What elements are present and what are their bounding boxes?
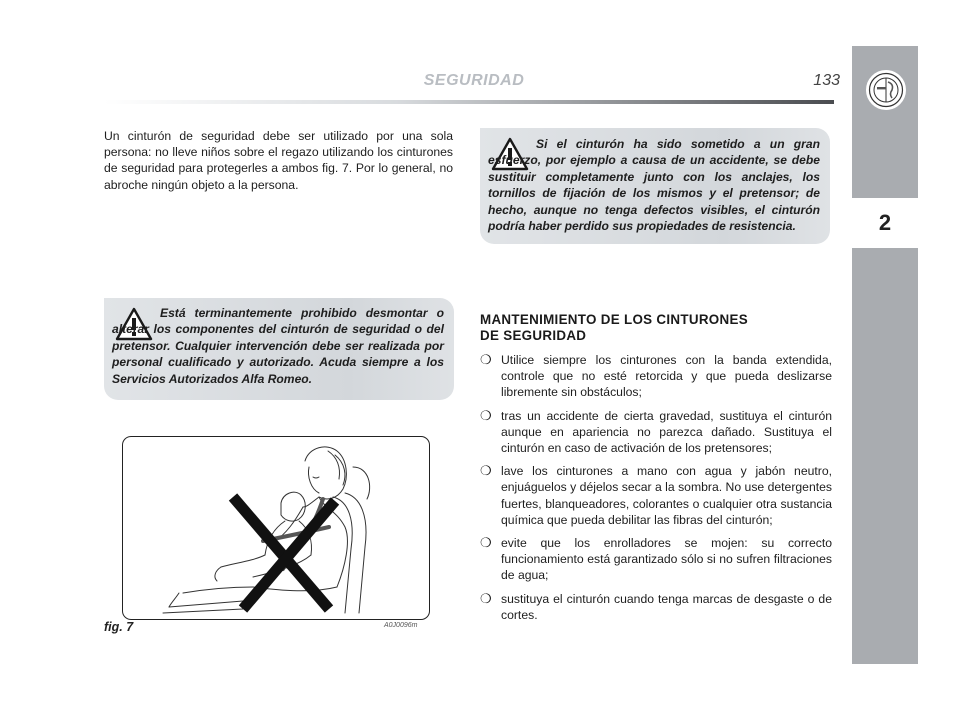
maintenance-list (480, 352, 832, 630)
warning-box-right (480, 128, 830, 244)
warning-left-text: Está terminantemente prohibido desmontar o alterar los componentes del cinturón de seguridad o del pretensor. Cualquier intervención debe ser realizada por personal cualificado y autorizado. Acuda siempre a los Servicios Autorizados Alfa Romeo. (112, 306, 444, 386)
list-item-text: Utilice siempre los cinturones con la banda extendida, controle que no esté retorcida y que pueda deslizarse libremente sin obstáculos; (501, 353, 832, 400)
list-item-text: lave los cinturones a mano con agua y jabón neutro, enjuáguelos y déjelos secar a la sombra. No use detergentes fuertes, blanqueadores, colorantes o cualquier otra sustancia química que pueda debilitar las fibras del cinturón; (501, 464, 832, 527)
list-item-text: tras un accidente de cierta gravedad, sustituya el cinturón aunque en apariencia no parezca dañado. Sustituya el cinturón en caso de activación de los pretensores; (501, 408, 832, 456)
warning-box-left (104, 298, 454, 400)
chapter-tab[interactable]: 2 (852, 200, 918, 246)
sidebar-top-block (852, 46, 918, 198)
list-item (480, 591, 832, 623)
figure-7 (122, 436, 430, 620)
list-item (480, 408, 832, 457)
list-item (480, 535, 832, 584)
maintenance-title-line1: MANTENIMIENTO DE LOS CINTURONES (480, 312, 748, 327)
maintenance-title (480, 312, 820, 344)
maintenance-title-line2: DE SEGURIDAD (480, 328, 587, 343)
alfa-romeo-logo-icon (866, 70, 906, 110)
bullet-icon: ❍ (480, 590, 492, 606)
bullet-icon: ❍ (480, 407, 492, 423)
figure-label: fig. 7 (104, 620, 134, 634)
intro-paragraph: Un cinturón de seguridad debe ser utilizado por una sola persona: no lleve niños sobre el regazo utilizando los cinturones de seguridad para protegerles a ambos fig. 7. Por lo general, no abroche ningún objeto a la persona. (104, 129, 453, 192)
sidebar-bottom-block (852, 248, 918, 664)
seatbelt-illustration (123, 437, 429, 619)
bullet-icon: ❍ (480, 535, 492, 551)
list-item-text: evite que los enrolladores se mojen: su correcto funcionamiento está garantizado sólo si no sufren filtraciones de agua; (501, 536, 832, 583)
list-item (480, 352, 832, 401)
bullet-icon: ❍ (480, 463, 492, 479)
bullet-icon: ❍ (480, 352, 492, 367)
page-number: 133 (813, 72, 840, 89)
list-item (480, 463, 832, 528)
list-item-text: sustituya el cinturón cuando tenga marcas de desgaste o de cortes. (501, 591, 832, 622)
figure-code: A0J0096m (384, 622, 418, 629)
warning-right-text: Si el cinturón ha sido sometido a un gran esfuerzo, por ejemplo a causa de un accidente, se debe sustituir completamente junto con los anclajes, los tornillos de fijación de los mismos y el pretensor; de hecho, aunque no tenga defectos visibles, el cinturón podría haber perdido sus propiedades de resistencia. (488, 137, 820, 234)
header-rule (104, 100, 834, 104)
section-title: SEGURIDAD (423, 72, 525, 89)
